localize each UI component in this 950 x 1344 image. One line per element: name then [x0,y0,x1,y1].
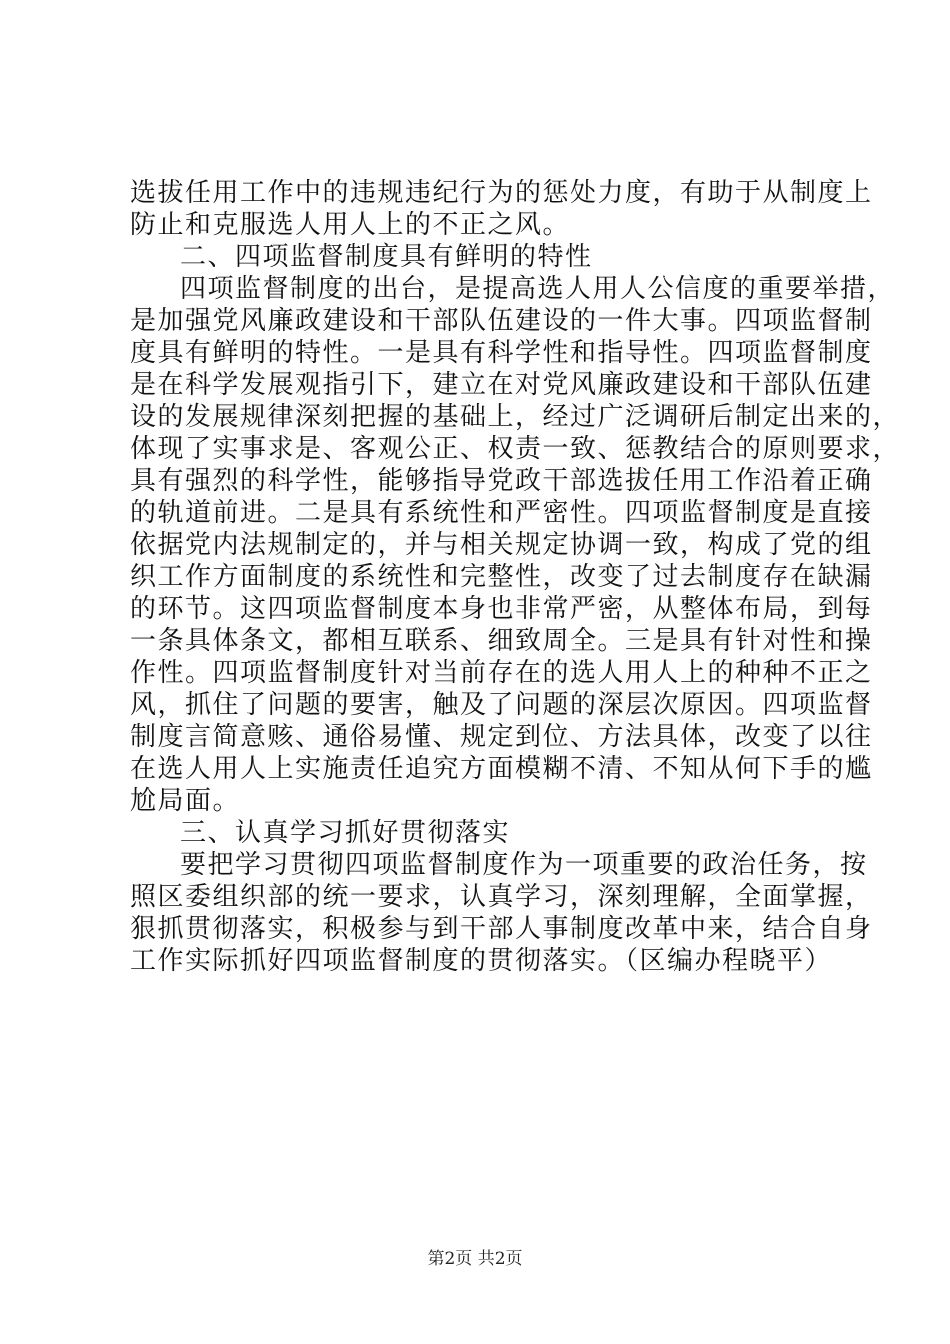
text-line: 工作实际抓好四项监督制度的贯彻落实。（区编办程晓平） [130,946,833,976]
text-line: 尬局面。 [130,786,241,816]
text-line: 制度言简意赅、通俗易懂、规定到位、方法具体，改变了以往 [130,722,873,752]
text-line: 防止和克服选人用人上的不正之风。 [130,210,571,240]
text-line: 风，抓住了问题的要害，触及了问题的深层次原因。四项监督 [130,690,873,720]
text-line: 照区委组织部的统一要求，认真学习，深刻理解，全面掌握， [130,882,873,912]
text-line: 作性。四项监督制度针对当前存在的选人用人上的种种不正之 [130,658,873,688]
text-line: 一条具体条文，都相互联系、细致周全。三是具有针对性和操 [130,626,873,656]
text-line: 具有强烈的科学性，能够指导党政干部选拔任用工作沿着正确 [130,466,873,496]
page-footer: 第2页 共2页 [427,1249,523,1269]
text-line: 是加强党风廉政建设和干部队伍建设的一件大事。四项监督制 [130,306,873,336]
text-line: 选拔任用工作中的违规违纪行为的惩处力度，有助于从制度上 [130,178,873,208]
text-line: 在选人用人上实施责任追究方面模糊不清、不知从何下手的尴 [130,754,873,784]
text-line: 的轨道前进。二是具有系统性和严密性。四项监督制度是直接 [130,498,873,528]
text-line: 依据党内法规制定的，并与相关规定协调一致，构成了党的组 [130,530,873,560]
text-line: 二、四项监督制度具有鲜明的特性 [180,242,593,272]
text-line: 狠抓贯彻落实，积极参与到干部人事制度改革中来，结合自身 [130,914,873,944]
text-line: 要把学习贯彻四项监督制度作为一项重要的政治任务，按 [180,850,868,880]
body-text [130,177,901,977]
text-line: 的环节。这四项监督制度本身也非常严密，从整体布局，到每 [130,594,873,624]
text-line: 织工作方面制度的系统性和完整性，改变了过去制度存在缺漏 [130,562,873,592]
text-line: 是在科学发展观指引下，建立在对党风廉政建设和干部队伍建 [130,370,873,400]
text-line: 四项监督制度的出台，是提高选人用人公信度的重要举措， [180,274,896,304]
text-line: 设的发展规律深刻把握的基础上，经过广泛调研后制定出来的， [130,402,901,432]
text-line: 三、认真学习抓好贯彻落实 [180,818,511,848]
text-line: 度具有鲜明的特性。一是具有科学性和指导性。四项监督制度 [130,338,873,368]
text-line: 体现了实事求是、客观公正、权责一致、惩教结合的原则要求， [130,434,901,464]
